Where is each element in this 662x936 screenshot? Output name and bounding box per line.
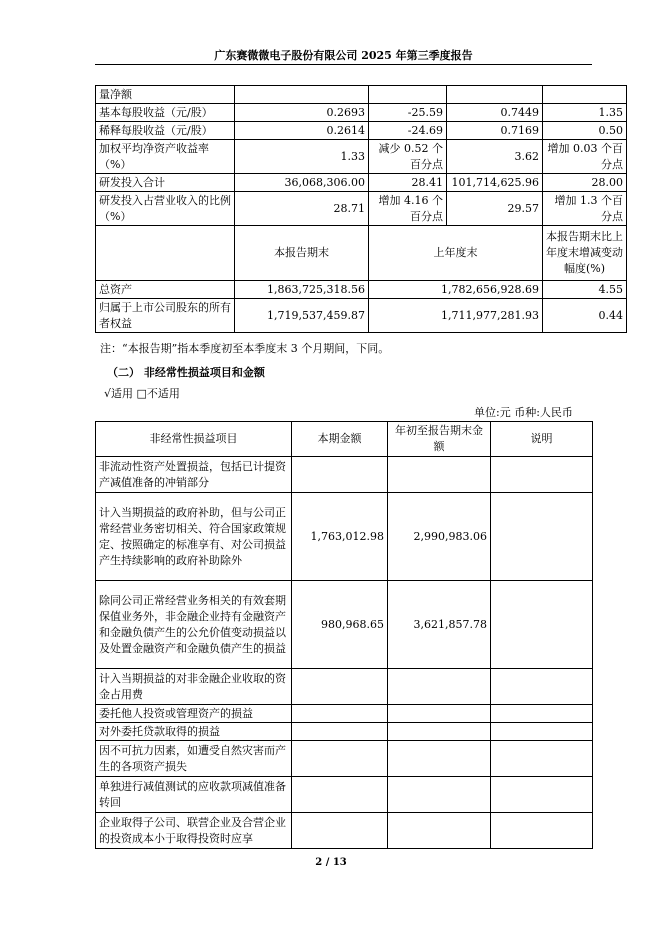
ytd-amount: 3,621,857.78 [388,581,491,669]
explanation [491,457,593,493]
item-description: 委托他人投资或管理资产的损益 [96,705,292,723]
item-description: 对外委托贷款取得的损益 [96,723,292,741]
table-subheader-row [96,226,627,281]
ytd-amount [388,457,491,493]
ytd-amount: 2,990,983.06 [388,493,491,581]
unit-currency-line: 单位:元 币种:人民币 [474,406,573,419]
explanation [491,777,593,813]
ytd-value: 3.62 [447,140,543,174]
row-label: 研发投入占营业收入的比例（%） [96,192,235,226]
table-row [96,741,593,777]
item-description: 除同公司正常经营业务相关的有效套期保值业务外，非金融企业持有金融资产和金融负债产生的公允价值变动损益以及处置金融资产和金融负债产生的损益 [96,581,292,669]
prior-year-end-value: 1,711,977,281.93 [369,299,543,333]
explanation [491,741,593,777]
ytd-amount [388,705,491,723]
explanation [491,723,593,741]
table-row [96,281,627,299]
header-current: 本期金额 [292,422,388,457]
current-period-value: 0.2693 [235,104,369,122]
prior-year-end-value: 1,782,656,928.69 [369,281,543,299]
item-description: 因不可抗力因素，如遭受自然灾害而产生的各项资产损失 [96,741,292,777]
non-recurring-gains-table [95,421,593,849]
current-amount [292,813,388,849]
current-change-value [369,86,447,104]
subheader-change: 本报告期末比上年度末增减变动幅度(%) [543,226,627,281]
current-amount [292,669,388,705]
ytd-value: 29.57 [447,192,543,226]
item-description: 单独进行减值测试的应收款项减值准备转回 [96,777,292,813]
table-note: 注：“本报告期”指本季度初至本季度末 3 个月期间，下同。 [100,342,390,355]
table-row [96,705,593,723]
subheader-prior-year-end: 上年度末 [369,226,543,281]
ytd-change-value: 增加 1.3 个百分点 [543,192,627,226]
item-description: 非流动性资产处置损益，包括已计提资产减值准备的冲销部分 [96,457,292,493]
current-change-value: -25.59 [369,104,447,122]
row-label: 量净额 [96,86,235,104]
table-row [96,813,593,849]
ytd-amount [388,741,491,777]
ytd-change-value: 1.35 [543,104,627,122]
section-title: （二） 非经常性损益项目和金额 [107,366,265,379]
table-row [96,669,593,705]
row-label: 总资产 [96,281,235,299]
item-description: 计入当期损益的对非金融企业收取的资金占用费 [96,669,292,705]
page-number: 2 / 13 [315,857,347,868]
item-description: 计入当期损益的政府补助，但与公司正常经营业务密切相关、符合国家政策规定、按照确定的标准享有、对公司损益产生持续影响的政府补助除外 [96,493,292,581]
item-description: 企业取得子公司、联营企业及合营企业的投资成本小于取得投资时应享 [96,813,292,849]
ytd-amount [388,669,491,705]
current-change-value: 减少 0.52 个百分点 [369,140,447,174]
ytd-amount [388,777,491,813]
header-description: 说明 [491,422,593,457]
current-amount: 1,763,012.98 [292,493,388,581]
financial-indicators-table [95,85,627,333]
current-period-value: 36,068,306.00 [235,174,369,192]
explanation [491,581,593,669]
explanation [491,705,593,723]
current-period-value: 28.71 [235,192,369,226]
applicability-checkbox: √适用 □不适用 [104,387,180,400]
table-row [96,174,627,192]
period-end-value: 1,719,537,459.87 [235,299,369,333]
table-row [96,581,593,669]
ytd-amount [388,723,491,741]
blank-cell [96,226,235,281]
ytd-value: 0.7169 [447,122,543,140]
table-row [96,192,627,226]
subheader-period-end: 本报告期末 [235,226,369,281]
period-end-value: 1,863,725,318.56 [235,281,369,299]
ytd-value: 101,714,625.96 [447,174,543,192]
current-amount [292,457,388,493]
current-change-value: 增加 4.16 个百分点 [369,192,447,226]
ytd-value: 0.7449 [447,104,543,122]
table-row [96,723,593,741]
row-label: 研发投入合计 [96,174,235,192]
header-ytd: 年初至报告期末金额 [388,422,491,457]
table-header-row [96,422,593,457]
explanation [491,669,593,705]
ytd-change-value: 28.00 [543,174,627,192]
row-label: 基本每股收益（元/股） [96,104,235,122]
header-rule [95,64,592,65]
table-row [96,299,627,333]
table-row [96,777,593,813]
current-amount [292,723,388,741]
change-value: 0.44 [543,299,627,333]
table-row [96,104,627,122]
table-row [96,140,627,174]
current-change-value: -24.69 [369,122,447,140]
current-period-value: 0.2614 [235,122,369,140]
current-change-value: 28.41 [369,174,447,192]
table-row [96,86,627,104]
row-label: 加权平均净资产收益率（%） [96,140,235,174]
ytd-amount [388,813,491,849]
current-amount [292,741,388,777]
table-row [96,122,627,140]
page-header: 广东赛微微电子股份有限公司 2025 年第三季度报告 [214,49,473,62]
current-amount: 980,968.65 [292,581,388,669]
ytd-change-value: 增加 0.03 个百分点 [543,140,627,174]
table-row [96,493,593,581]
row-label: 归属于上市公司股东的所有者权益 [96,299,235,333]
current-period-value [235,86,369,104]
ytd-value [447,86,543,104]
ytd-change-value [543,86,627,104]
explanation [491,813,593,849]
ytd-change-value: 0.50 [543,122,627,140]
header-item: 非经常性损益项目 [96,422,292,457]
row-label: 稀释每股收益（元/股） [96,122,235,140]
explanation [491,493,593,581]
change-value: 4.55 [543,281,627,299]
current-amount [292,705,388,723]
table-row [96,457,593,493]
current-amount [292,777,388,813]
current-period-value: 1.33 [235,140,369,174]
